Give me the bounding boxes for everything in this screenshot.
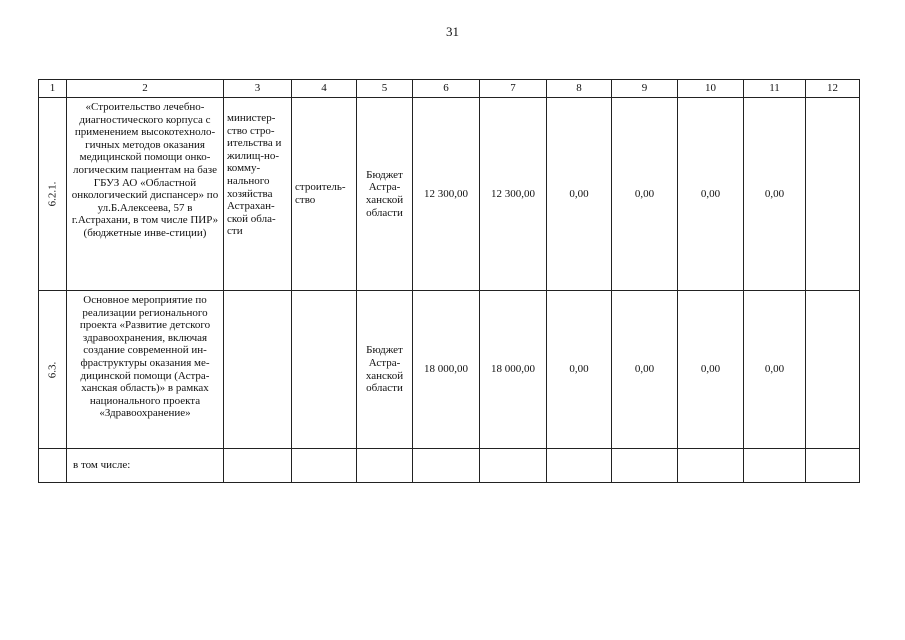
value-cell-8: 0,00: [547, 291, 612, 449]
value-cell-9: 0,00: [612, 98, 678, 291]
work-type-cell: [292, 291, 357, 449]
value-cell-12: [806, 98, 860, 291]
value-cell-8: 0,00: [547, 98, 612, 291]
budget-source-cell: Бюджет Астра-ханской области: [357, 291, 413, 449]
page-number: 31: [446, 24, 459, 39]
value-cell-6: [413, 449, 480, 483]
column-header-7: 7: [480, 80, 547, 98]
column-header-12: 12: [806, 80, 860, 98]
executor-cell: министер-ство стро-ительства и жилищ-но-комму-нального хозяйства Астрахан-ской обла-сти: [224, 98, 292, 291]
program-table: [38, 79, 860, 483]
row-number-cell: [39, 291, 67, 449]
description-cell: «Строительство лечебно-диагностического корпуса с применением высокотехноло-гичных методов оказания медицинской помощи онко-логическим пациентам на базе ГБУЗ АО «Областной онкологический диспансер» по ул.Б.Алексеева, 57 в г.Астрахани, в том числе ПИР» (бюджетные инве-стиции): [67, 98, 224, 291]
value-cell-9: 0,00: [612, 291, 678, 449]
column-header-9: 9: [612, 80, 678, 98]
description-cell: в том числе:: [67, 449, 224, 483]
value-cell-6: 12 300,00: [413, 98, 480, 291]
value-cell-10: 0,00: [678, 291, 744, 449]
row-number: 6.3.: [46, 361, 59, 378]
column-header-3: 3: [224, 80, 292, 98]
description-cell: Основное мероприятие по реализации регионального проекта «Развитие детского здравоохранения, включая создание современной ин-фраструктуры оказания ме-дицинской помощи (Астра-ханская область)» в рамках национального проекта «Здравоохранение»: [67, 291, 224, 449]
value-cell-7: 18 000,00: [480, 291, 547, 449]
executor-cell: [224, 291, 292, 449]
value-cell-11: [744, 449, 806, 483]
value-cell-12: [806, 291, 860, 449]
column-header-4: 4: [292, 80, 357, 98]
column-header-2: 2: [67, 80, 224, 98]
value-cell-8: [547, 449, 612, 483]
value-cell-11: 0,00: [744, 98, 806, 291]
column-header-8: 8: [547, 80, 612, 98]
budget-source-cell: [357, 449, 413, 483]
table-row: [39, 98, 860, 291]
table-row: [39, 291, 860, 449]
budget-source-cell: Бюджет Астра-ханской области: [357, 98, 413, 291]
work-type-cell: строитель-ство: [292, 98, 357, 291]
column-header-1: 1: [39, 80, 67, 98]
value-cell-9: [612, 449, 678, 483]
executor-cell: [224, 449, 292, 483]
value-cell-7: 12 300,00: [480, 98, 547, 291]
value-cell-10: [678, 449, 744, 483]
value-cell-6: 18 000,00: [413, 291, 480, 449]
column-header-5: 5: [357, 80, 413, 98]
value-cell-7: [480, 449, 547, 483]
value-cell-10: 0,00: [678, 98, 744, 291]
value-cell-12: [806, 449, 860, 483]
work-type-cell: [292, 449, 357, 483]
column-header-6: 6: [413, 80, 480, 98]
column-header-10: 10: [678, 80, 744, 98]
header-row: [39, 80, 860, 98]
column-header-11: 11: [744, 80, 806, 98]
row-number-cell: [39, 98, 67, 291]
table-row: [39, 449, 860, 483]
value-cell-11: 0,00: [744, 291, 806, 449]
row-number: 6.2.1.: [46, 181, 59, 207]
row-number-cell: [39, 449, 67, 483]
